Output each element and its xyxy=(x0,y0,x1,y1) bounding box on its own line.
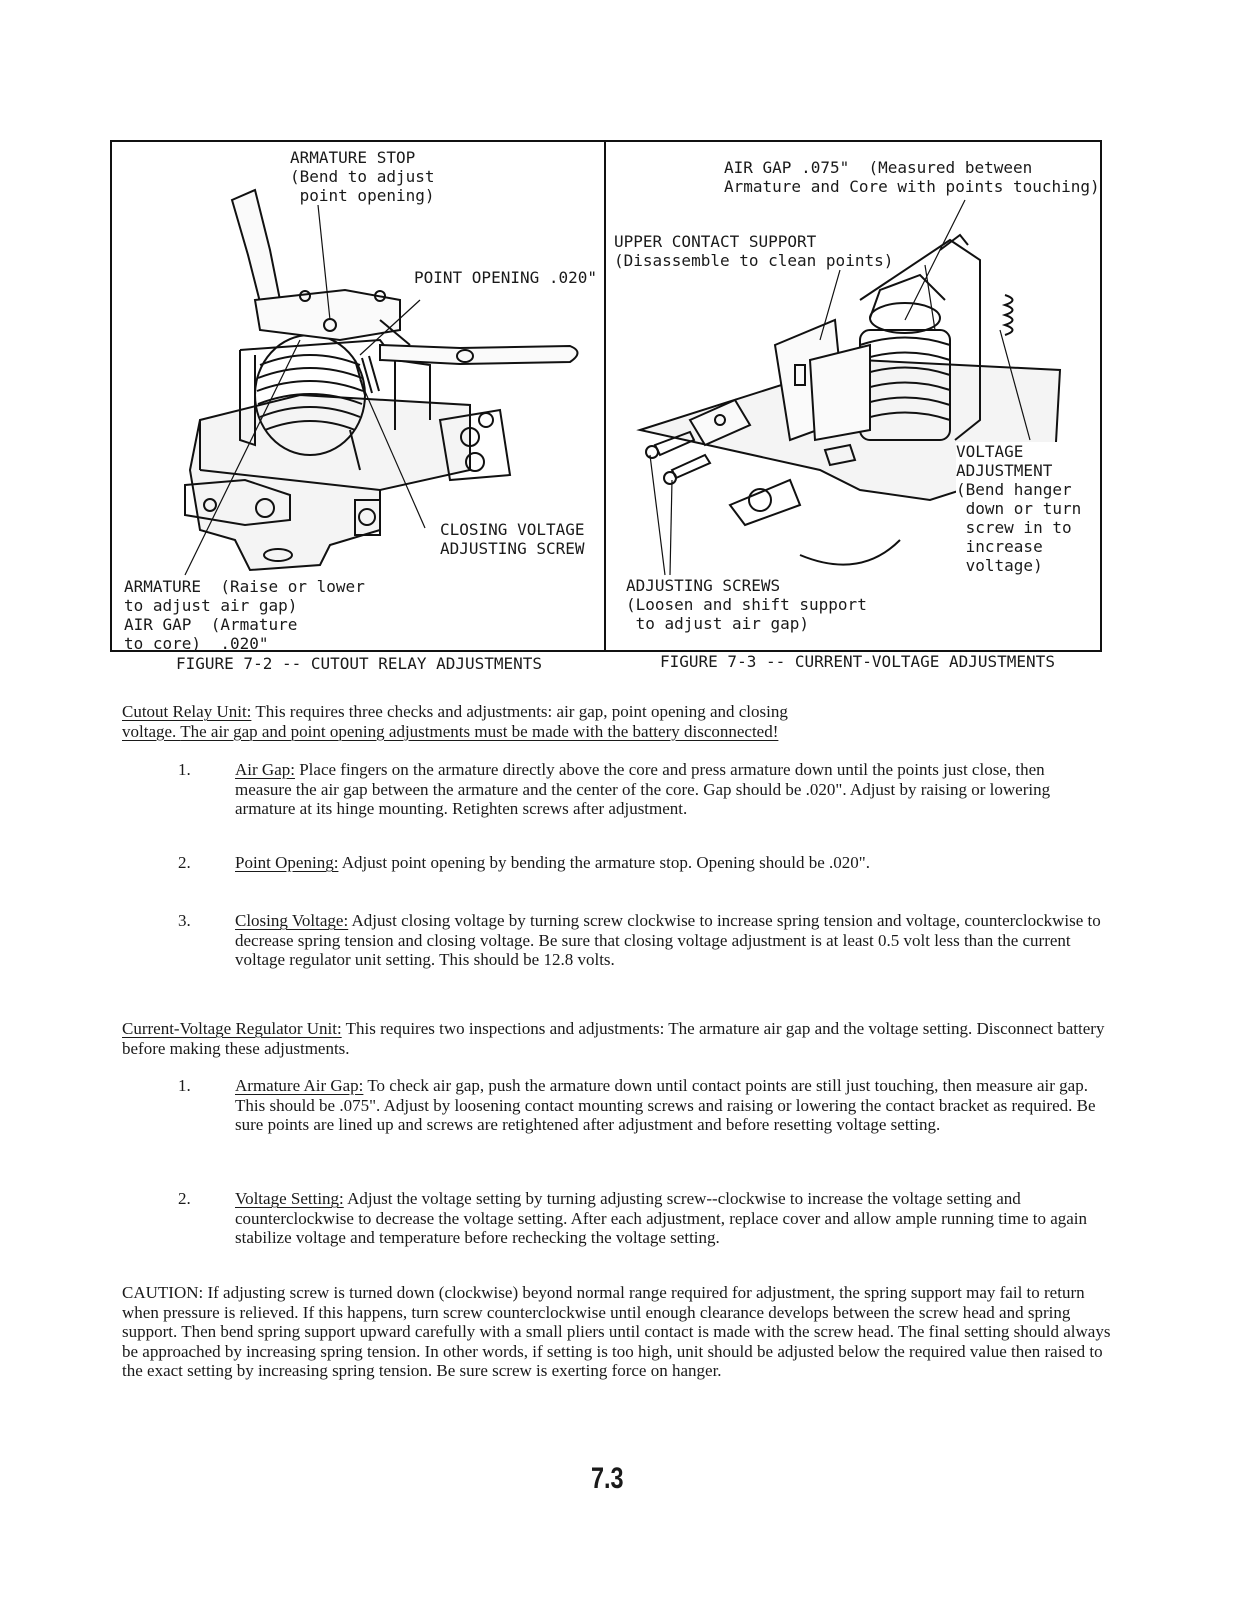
regulator-item-2-text: Adjust the voltage setting by turning adjusting screw--clockwise to increase the voltage setting and counterclockwise to decrease the voltage setting. After each adjustment, replace cover and allow ample running time to again stabilize voltage and temperature before rechecking the voltage setting. xyxy=(235,1189,1088,1247)
regulator-item-1-heading: Armature Air Gap: xyxy=(235,1076,364,1095)
label-air-gap: AIR GAP .075" (Measured between Armature and Core with points touching) xyxy=(724,158,1100,196)
regulator-item-2-number: 2. xyxy=(178,1189,191,1208)
cutout-item-1-text: Place fingers on the armature directly above the core and press armature down until the points just close, then measure the air gap between the armature and the center of the core. Gap should be .020". Adjust by raising or lowering armature at its hinge mounting. Retighten screws after adjustment. xyxy=(235,760,1051,818)
regulator-item-2-heading: Voltage Setting: xyxy=(235,1189,344,1208)
label-voltage-adjustment: VOLTAGE ADJUSTMENT (Bend hanger down or turn screw in to increase voltage) xyxy=(956,442,1082,575)
regulator-intro xyxy=(122,1019,1112,1058)
label-point-opening: POINT OPENING .020" xyxy=(414,268,598,287)
caution-paragraph: CAUTION: If adjusting screw is turned down (clockwise) beyond normal range required for adjustment, the spring support may fail to return when pressure is relieved. If this happens, turn screw counterclockwise until enough clearance develops between the screw head and spring support. Then bend spring support upward carefully with a small pliers until contact is made with the screw head. The final setting should always be approached by increasing spring tension. In other words, if setting is too high, unit should be adjusted below the required value then raised to the exact setting by increasing spring tension. Be sure screw is exerting force on hanger. xyxy=(122,1283,1111,1380)
label-adjusting-screws: ADJUSTING SCREWS (Loosen and shift support to adjust air gap) xyxy=(626,576,867,633)
cutout-item-3-number: 3. xyxy=(178,911,191,930)
label-armature: ARMATURE (Raise or lower to adjust air gap) AIR GAP (Armature to core) .020" xyxy=(124,577,365,653)
figure-caption-7-2: FIGURE 7-2 -- CUTOUT RELAY ADJUSTMENTS xyxy=(176,654,543,673)
regulator-intro-text: This requires two inspections and adjustments: The armature air gap and the voltage setting. Disconnect battery before making these adjustments. xyxy=(122,1019,1105,1058)
regulator-item-1-number: 1. xyxy=(178,1076,191,1095)
cutout-item-2-number: 2. xyxy=(178,853,191,872)
cutout-item-2 xyxy=(235,853,1105,873)
figure-caption-7-3: FIGURE 7-3 -- CURRENT-VOLTAGE ADJUSTMENTS xyxy=(660,652,1055,671)
label-upper-contact-support: UPPER CONTACT SUPPORT (Disassemble to clean points) xyxy=(614,232,894,270)
label-armature-stop: ARMATURE STOP (Bend to adjust point opening) xyxy=(290,148,435,205)
page-number: 7.3 xyxy=(591,1462,624,1495)
cutout-item-3-text: Adjust closing voltage by turning screw clockwise to increase spring tension and voltage, counterclockwise to decrease spring tension and closing voltage. Be sure that closing voltage adjustment is at least 0.5 volt less than the current voltage regulator unit setting. This should be 12.8 volts. xyxy=(235,911,1101,969)
regulator-item-1 xyxy=(235,1076,1105,1135)
cutout-heading: Cutout Relay Unit: xyxy=(122,702,252,721)
cutout-item-1-number: 1. xyxy=(178,760,191,779)
regulator-heading: Current-Voltage Regulator Unit: xyxy=(122,1019,342,1038)
regulator-item-1-text: To check air gap, push the armature down until contact points are still just touching, then measure air gap. This should be .075". Adjust by loosening contact mounting screws and raising or lowering the contact bracket as required. Be sure points are lined up and screws are retightened after adjustment and before resetting voltage setting. xyxy=(235,1076,1096,1134)
cutout-intro xyxy=(122,702,1112,741)
cutout-item-3-heading: Closing Voltage: xyxy=(235,911,349,930)
cutout-item-3 xyxy=(235,911,1105,970)
cutout-item-1-heading: Air Gap: xyxy=(235,760,295,779)
cutout-item-2-text: Adjust point opening by bending the armature stop. Opening should be .020". xyxy=(338,853,870,872)
cutout-item-1 xyxy=(235,760,1105,819)
label-closing-voltage: CLOSING VOLTAGE ADJUSTING SCREW xyxy=(440,520,585,558)
cutout-warning: The air gap and point opening adjustments must be made with the battery disconnected! xyxy=(180,721,779,741)
regulator-item-2 xyxy=(235,1189,1105,1248)
cutout-intro-text: This requires three checks and adjustments: air gap, point opening and closing xyxy=(251,702,788,721)
cutout-item-2-heading: Point Opening: xyxy=(235,853,339,872)
cutout-intro-voltage: voltage. xyxy=(122,721,181,741)
